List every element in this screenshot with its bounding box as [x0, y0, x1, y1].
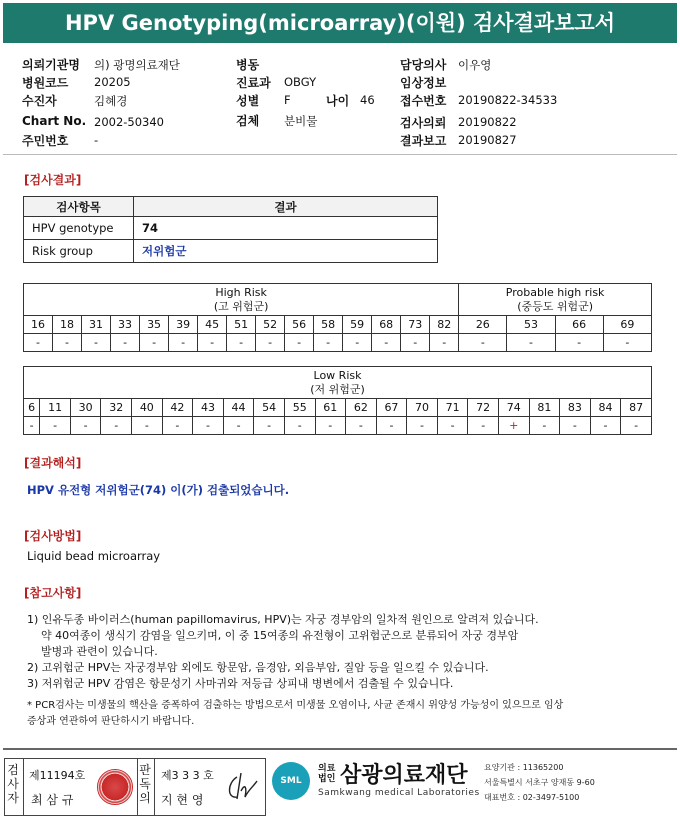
genotype-type-cell: 70 [407, 399, 438, 417]
genotype-type-cell: 31 [82, 316, 111, 334]
genotype-result-cell: - [590, 417, 621, 435]
genotype-type-cell: 81 [529, 399, 560, 417]
genotype-type-cell: 40 [132, 399, 163, 417]
genotype-result-cell: - [314, 334, 343, 352]
table-row [24, 240, 438, 263]
probable-risk-title: Probable high risk [505, 285, 605, 299]
result-section-title: [검사결과] [24, 173, 82, 187]
footer-divider [3, 748, 677, 750]
genotype-type-cell: 53 [507, 316, 555, 334]
org-prefix-2: 법인 [318, 774, 336, 784]
genotype-result-cell: - [555, 334, 603, 352]
genotype-type-cell: 42 [162, 399, 193, 417]
report-value: 20190827 [458, 133, 517, 147]
genotype-result-cell: - [140, 334, 169, 352]
sml-logo-icon: SML [272, 762, 310, 800]
request-label: 검사의뢰 [400, 116, 447, 130]
result-table [23, 196, 438, 263]
col-result-header: 결과 [134, 197, 438, 217]
risk-group-value: 저위험군 [134, 240, 438, 263]
genotype-type-cell: 39 [169, 316, 198, 334]
doctor-value: 이우영 [458, 58, 492, 72]
genotype-result-cell: - [82, 334, 111, 352]
ward-label: 병동 [236, 58, 260, 72]
probable-risk-subtitle: (중등도 위험군) [517, 299, 594, 313]
genotype-result-cell: - [70, 417, 101, 435]
tester-name: 최 삼 규 [31, 793, 74, 807]
genotype-type-cell: 11 [40, 399, 71, 417]
org-prefix-1: 의료 [318, 764, 336, 774]
genotype-result-cell: - [223, 417, 254, 435]
clinical-label: 임상정보 [400, 76, 447, 90]
table-row [24, 217, 438, 240]
note-line: 증상과 연관하여 판단하시기 바랍니다. [27, 716, 195, 727]
genotype-result-cell: - [193, 417, 224, 435]
seal-stamp [97, 769, 133, 805]
low-risk-title: Low Risk [313, 368, 362, 382]
patient-value: 김혜경 [94, 94, 128, 108]
low-risk-header [24, 367, 652, 399]
inst-value: 의) 광명의료재단 [94, 58, 180, 72]
org-tel: 대표번호 : 02-3497-5100 [484, 793, 580, 802]
genotype-result-cell: - [101, 417, 132, 435]
genotype-type-cell: 58 [314, 316, 343, 334]
receipt-value: 20190822-34533 [458, 93, 558, 107]
genotype-type-cell: 32 [101, 399, 132, 417]
notes-block [27, 612, 667, 730]
genotype-type-cell: 16 [24, 316, 53, 334]
high-risk-header [24, 284, 459, 316]
reader-license: 제3 3 3 호 [161, 769, 214, 782]
info-block [22, 56, 662, 152]
genotype-result-cell: - [227, 334, 256, 352]
genotype-type-cell: 6 [24, 399, 40, 417]
org-contact [484, 760, 595, 805]
sex-value: F [284, 93, 291, 107]
row-value: 74 [134, 217, 438, 240]
id-label: 주민번호 [22, 134, 69, 148]
genotype-type-cell: 54 [254, 399, 285, 417]
org-code: 요양기관 : 11365200 [484, 763, 564, 772]
request-value: 20190822 [458, 115, 517, 129]
genotype-type-cell: 59 [343, 316, 372, 334]
genotype-result-cell: - [529, 417, 560, 435]
genotype-result-cell: - [372, 334, 401, 352]
age-label: 나이 [326, 94, 350, 108]
genotype-type-cell: 74 [498, 399, 529, 417]
genotype-result-cell: - [437, 417, 468, 435]
note-line: 2) 고위험군 HPV는 자궁경부암 외에도 항문암, 음경암, 외음부암, 질암 등을 일으킬 수 있습니다. [27, 661, 489, 674]
genotype-type-cell: 51 [227, 316, 256, 334]
genotype-result-cell: - [315, 417, 346, 435]
genotype-result-cell: - [169, 334, 198, 352]
tester-label [6, 763, 20, 805]
genotype-type-cell: 56 [285, 316, 314, 334]
sex-label: 성별 [236, 94, 260, 108]
org-prefix [318, 764, 335, 784]
note-line: 1) 인유두종 바이러스(human papillomavirus, HPV)는 자궁 경부암의 일차적 원인으로 알려져 있습니다. [27, 613, 539, 626]
genotype-type-cell: 43 [193, 399, 224, 417]
reader-name: 지 현 영 [161, 793, 204, 807]
genotype-result-cell: + [498, 417, 529, 435]
age-value: 46 [360, 93, 375, 107]
genotype-type-cell: 30 [70, 399, 101, 417]
tester-label-text: 검사자 [7, 763, 19, 805]
genotype-result-cell: - [401, 334, 430, 352]
genotype-result-cell: - [162, 417, 193, 435]
signature-icon [223, 769, 263, 805]
high-risk-table [23, 283, 652, 352]
org-name-en: Samkwang medical Laboratories [318, 788, 480, 798]
genotype-result-cell: - [254, 417, 285, 435]
chart-value: 2002-50340 [94, 115, 164, 129]
inst-label: 의뢰기관명 [22, 58, 80, 72]
genotype-type-cell: 44 [223, 399, 254, 417]
receipt-label: 접수번호 [400, 94, 447, 108]
genotype-result-cell: - [132, 417, 163, 435]
note-line: * PCR검사는 미생물의 핵산을 증폭하여 검출하는 방법으로서 미생물 오염이나, 사균 존재시 위양성 가능성이 있으므로 임상 [27, 700, 564, 711]
genotype-type-cell: 72 [468, 399, 499, 417]
note-line: 3) 저위험군 HPV 감염은 항문성기 사마귀와 저등급 상피내 병변에서 검출될 수 있습니다. [27, 677, 454, 690]
probable-risk-header [459, 284, 652, 316]
genotype-type-cell: 71 [437, 399, 468, 417]
specimen-label: 검체 [236, 114, 260, 128]
genotype-type-cell: 68 [372, 316, 401, 334]
reader-label [138, 763, 152, 805]
note-line: 발병과 관련이 있습니다. [41, 645, 158, 658]
genotype-type-cell: 69 [603, 316, 651, 334]
doctor-label: 담당의사 [400, 58, 447, 72]
genotype-type-cell: 73 [401, 316, 430, 334]
org-address: 서울특별시 서초구 양재동 9-60 [484, 778, 595, 787]
genotype-result-cell: - [24, 417, 40, 435]
row-item: HPV genotype [24, 217, 134, 240]
tester-license: 제11194호 [29, 769, 86, 782]
genotype-result-cell: - [560, 417, 591, 435]
genotype-type-cell: 87 [621, 399, 652, 417]
genotype-result-cell: - [111, 334, 140, 352]
genotype-type-cell: 18 [53, 316, 82, 334]
patient-label: 수진자 [22, 94, 57, 108]
code-value: 20205 [94, 75, 131, 89]
code-label: 병원코드 [22, 76, 69, 90]
genotype-type-cell: 84 [590, 399, 621, 417]
genotype-type-cell: 83 [560, 399, 591, 417]
divider [23, 759, 24, 815]
genotype-type-cell: 66 [555, 316, 603, 334]
genotype-type-cell: 26 [459, 316, 507, 334]
method-text: Liquid bead microarray [27, 549, 161, 563]
genotype-result-cell: - [24, 334, 53, 352]
low-risk-subtitle: (저 위험군) [310, 382, 365, 396]
genotype-result-cell: - [198, 334, 227, 352]
id-value: - [94, 133, 99, 147]
report-label: 결과보고 [400, 134, 447, 148]
genotype-type-cell: 55 [284, 399, 315, 417]
high-risk-subtitle: (고 위험군) [213, 299, 269, 313]
reader-label-text: 판독의 [139, 763, 151, 805]
divider [3, 154, 677, 155]
dept-value: OBGY [284, 75, 317, 89]
genotype-type-cell: 33 [111, 316, 140, 334]
genotype-result-cell: - [621, 417, 652, 435]
genotype-result-cell: - [285, 334, 314, 352]
genotype-result-cell: - [430, 334, 459, 352]
divider [154, 759, 155, 815]
dept-label: 진료과 [236, 76, 271, 90]
genotype-result-cell: - [407, 417, 438, 435]
genotype-result-cell: - [40, 417, 71, 435]
interpret-section-title: [결과해석] [24, 456, 82, 470]
report-title: HPV Genotyping(microarray)(이원) 검사결과보고서 [3, 3, 677, 43]
method-section-title: [검사방법] [24, 529, 82, 543]
genotype-result-cell: - [468, 417, 499, 435]
genotype-result-cell: - [603, 334, 651, 352]
signature-box [4, 758, 266, 816]
genotype-type-cell: 82 [430, 316, 459, 334]
low-risk-table [23, 366, 652, 435]
genotype-result-cell: - [459, 334, 507, 352]
specimen-value: 분비물 [284, 114, 318, 128]
genotype-type-cell: 45 [198, 316, 227, 334]
genotype-type-cell: 62 [346, 399, 377, 417]
genotype-result-cell: - [284, 417, 315, 435]
genotype-type-cell: 35 [140, 316, 169, 334]
genotype-result-cell: - [376, 417, 407, 435]
notes-section-title: [참고사항] [24, 586, 82, 600]
genotype-type-cell: 52 [256, 316, 285, 334]
genotype-result-cell: - [346, 417, 377, 435]
org-name: 삼광의료재단 [340, 763, 468, 788]
genotype-result-cell: - [256, 334, 285, 352]
genotype-result-cell: - [343, 334, 372, 352]
col-item-header: 검사항목 [24, 197, 134, 217]
high-risk-title: High Risk [215, 285, 267, 299]
note-line: 약 40여종이 생식기 감염을 일으키며, 이 중 15여종의 유전형이 고위험군으로 분류되어 자궁 경부암 [41, 629, 519, 642]
genotype-type-cell: 61 [315, 399, 346, 417]
row-item: Risk group [24, 240, 134, 263]
genotype-type-cell: 67 [376, 399, 407, 417]
chart-label: Chart No. [22, 114, 87, 128]
genotype-result-cell: - [53, 334, 82, 352]
interpret-text: HPV 유전형 저위험군(74) 이(가) 검출되었습니다. [27, 483, 290, 497]
genotype-result-cell: - [507, 334, 555, 352]
